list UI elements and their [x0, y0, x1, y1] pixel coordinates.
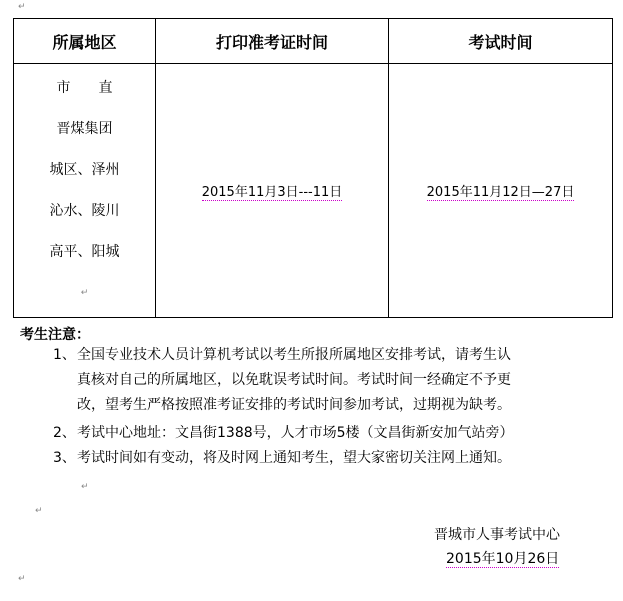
region-item: 沁水、陵川 — [49, 202, 120, 219]
note-line: 真核对自己的所属地区，以免耽误考试时间。考试时间一经确定不予更 — [77, 372, 511, 388]
header-exam-time: 考试时间 — [389, 19, 613, 64]
region-item: 高平、阳城 — [49, 243, 120, 260]
exam-time-value: 2015年11月12日—27日 — [426, 185, 575, 200]
print-time-cell — [156, 64, 389, 318]
paragraph-mark: ↵ — [18, 574, 26, 584]
paragraph-mark: ↵ — [35, 506, 43, 516]
region-item: 城区、泽州 — [49, 161, 120, 178]
note-number: 3、 — [53, 450, 76, 466]
note-line: 考试中心地址：文昌街1388号，人才市场5楼（文昌街新安加气站旁） — [77, 425, 514, 441]
signature-date: 2015年10月26日 — [446, 551, 560, 567]
note-number: 1、 — [53, 347, 76, 363]
exam-schedule-table — [13, 18, 613, 318]
notes-title: 考生注意： — [20, 327, 90, 343]
note-line: 考试时间如有变动，将及时网上通知考生，望大家密切关注网上通知。 — [77, 450, 511, 466]
header-region: 所属地区 — [14, 19, 156, 64]
paragraph-mark: ↵ — [18, 2, 26, 12]
signature-org: 晋城市人事考试中心 — [434, 527, 560, 543]
print-time-value: 2015年11月3日---11日 — [201, 185, 343, 200]
region-item: 市 直 — [56, 79, 113, 96]
note-line: 全国专业技术人员计算机考试以考生所报所属地区安排考试，请考生认 — [77, 347, 511, 363]
region-item: 晋煤集团 — [56, 120, 113, 137]
header-print-time: 打印准考证时间 — [156, 19, 389, 64]
note-line: 改，望考生严格按照准考证安排的考试时间参加考试，过期视为缺考。 — [77, 397, 511, 413]
paragraph-mark: ↵ — [81, 482, 89, 492]
paragraph-mark: ↵ — [80, 287, 89, 298]
regions-cell — [14, 64, 156, 318]
exam-time-cell — [389, 64, 613, 318]
note-number: 2、 — [53, 425, 76, 441]
